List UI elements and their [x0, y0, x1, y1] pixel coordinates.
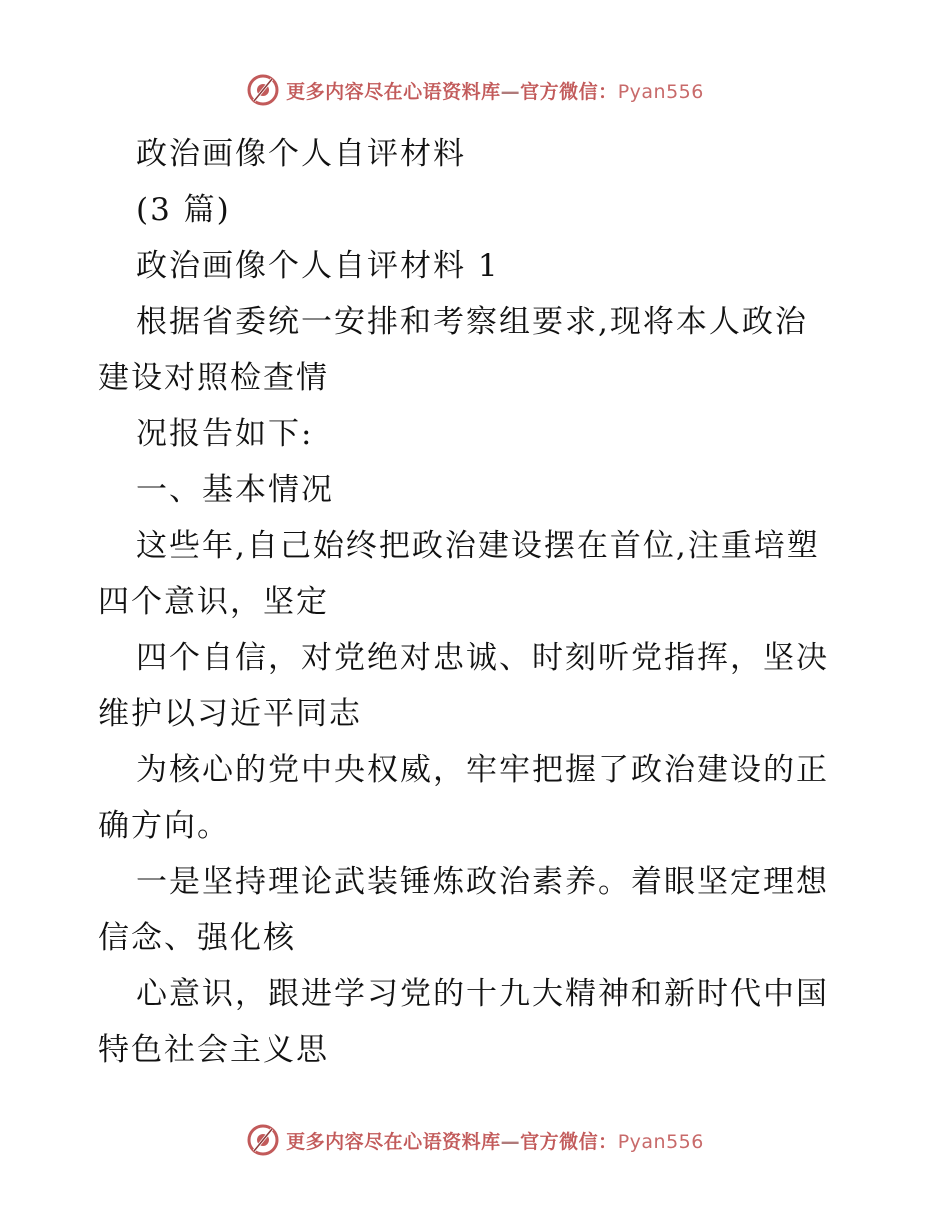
paragraph-line: 为核心的党中央权威，牢牢把握了政治建设的正 — [136, 752, 829, 788]
document-title: 政治画像个人自评材料 — [136, 136, 466, 172]
paragraph-line: 四个自信，对党绝对忠诚、时刻听党指挥，坚决 — [136, 640, 829, 676]
watermark-text: 更多内容尽在心语资料库—官方微信：Pyan556 — [286, 80, 704, 103]
watermark-header — [0, 70, 950, 110]
paragraph-line: 特色社会主义思 — [98, 1032, 329, 1068]
paragraph-line: 确方向。 — [98, 808, 230, 844]
paragraph-line: 信念、强化核 — [98, 920, 296, 956]
paragraph-line: 心意识，跟进学习党的十九大精神和新时代中国 — [136, 976, 829, 1012]
paragraph-line: 建设对照检查情 — [98, 360, 329, 396]
watermark-footer — [0, 1120, 950, 1160]
paragraph-line: 况报告如下: — [136, 416, 314, 452]
document-body — [98, 126, 858, 1078]
pen-logo-icon — [246, 73, 280, 107]
pen-logo-icon — [246, 1123, 280, 1157]
paragraph-line: 这些年,自己始终把政治建设摆在首位,注重培塑 — [136, 528, 820, 564]
paragraph-line: 一是坚持理论武装锤炼政治素养。着眼坚定理想 — [136, 864, 829, 900]
paragraph-line: 四个意识，坚定 — [98, 584, 329, 620]
section-heading: 政治画像个人自评材料 1 — [136, 248, 500, 284]
paragraph-line: 维护以习近平同志 — [98, 696, 362, 732]
document-subtitle: (3 篇) — [136, 192, 231, 228]
section-heading: 一、基本情况 — [136, 472, 334, 508]
paragraph-line: 根据省委统一安排和考察组要求,现将本人政治 — [136, 304, 808, 340]
watermark-text: 更多内容尽在心语资料库—官方微信：Pyan556 — [286, 1130, 704, 1153]
